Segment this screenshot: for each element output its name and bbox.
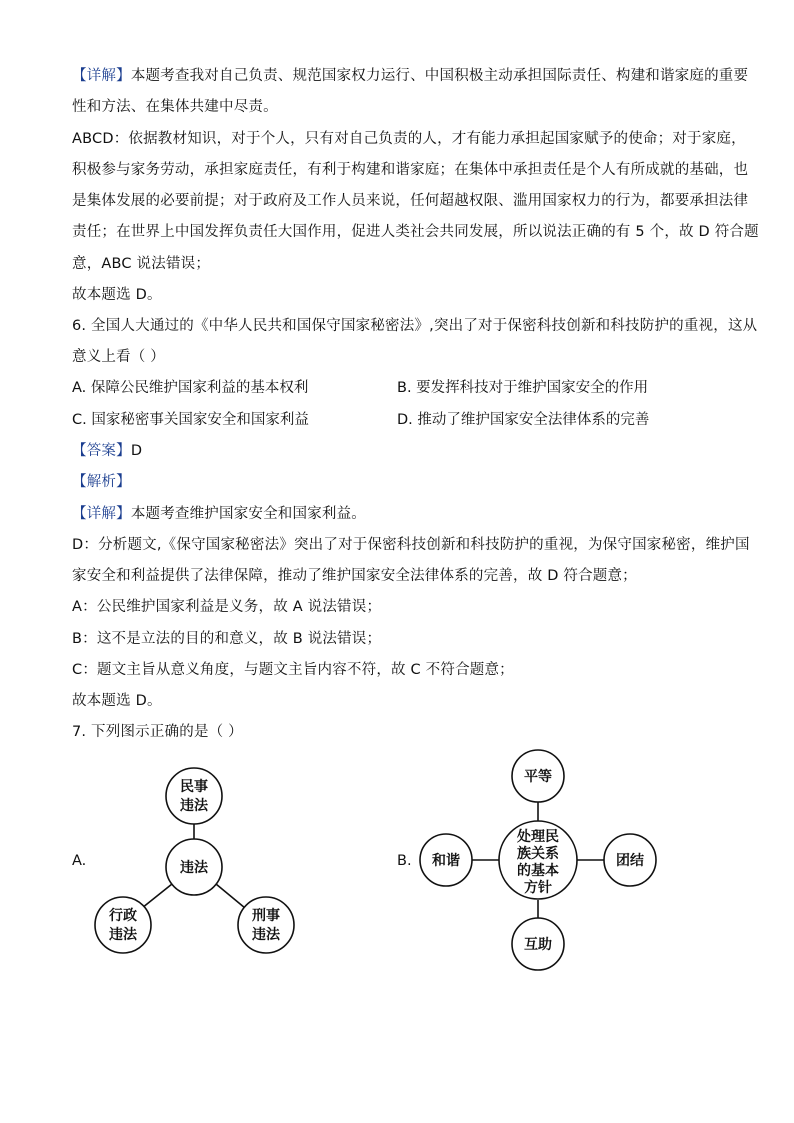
abcd-line-3: 是集体发展的必要前提；对于政府及工作人员来说，任何超越权限、滥用国家权力的行为，都要承担法律 — [72, 193, 749, 209]
q6-option-b: B. 要发挥科技对于维护国家安全的作用 — [397, 380, 649, 396]
diagram-a-left-l1: 行政 — [109, 908, 137, 924]
diagram-a-top-l2: 违法 — [180, 798, 208, 814]
diagram-b-center-l2: 族关系 — [517, 846, 559, 862]
analysis-tag: 【解析】 — [72, 474, 131, 490]
detail-tag-q6: 【详解】 — [72, 506, 131, 522]
diagram-a-right-l2: 违法 — [252, 927, 280, 943]
diagram-a-node-top — [166, 768, 222, 824]
q6-conclusion: 故本题选 D。 — [72, 693, 162, 709]
diagram-a-left-l2: 违法 — [109, 927, 137, 943]
diagram-b-center-l3: 的基本 — [517, 863, 559, 879]
abcd-line-1: ABCD：依据教材知识，对于个人，只有对自己负责的人，才有能力承担起国家赋予的使命；对于家庭， — [72, 131, 746, 147]
abcd-line-5: 意，ABC 说法错误； — [72, 256, 211, 272]
answer-value: D — [130, 443, 143, 459]
diagram-a-node-right — [238, 897, 294, 953]
diagram-b-left-text: 和谐 — [432, 853, 460, 869]
diagram-a-edge-left — [142, 884, 172, 908]
diagram-a — [95, 768, 294, 953]
diagram-a-node-left — [95, 897, 151, 953]
q6-c-explain: C：题文主旨从意义角度，与题文主旨内容不符，故 C 不符合题意； — [72, 662, 514, 678]
detail-text-q6: 本题考查维护国家安全和国家利益。 — [130, 506, 367, 522]
detail-tag: 【详解】 — [72, 68, 131, 84]
q7-stem: 7. 下列图示正确的是（ ） — [72, 724, 243, 740]
diagram-a-top-l1: 民事 — [180, 779, 208, 795]
q6-stem-line-2: 意义上看（ ） — [72, 349, 166, 365]
diagram-a-edge-right — [216, 884, 245, 908]
diagram-b-label: B. — [397, 853, 412, 869]
diagram-a-label: A. — [72, 853, 87, 869]
q6-option-c: C. 国家秘密事关国家安全和国家利益 — [72, 412, 309, 428]
detail-text: 本题考查我对自己负责、规范国家权力运行、中国积极主动承担国际责任、构建和谐家庭的重要 — [130, 68, 749, 84]
q6-option-d: D. 推动了维护国家安全法律体系的完善 — [397, 412, 650, 428]
diagram-b-bottom-text: 互助 — [524, 937, 552, 953]
q6-option-a: A. 保障公民维护国家利益的基本权利 — [72, 380, 309, 396]
diagram-b-top-text: 平等 — [524, 769, 552, 785]
diagram-b — [420, 750, 656, 970]
diagram-b-center-l4: 方针 — [524, 880, 552, 896]
q6-stem-line-1: 6. 全国人大通过的《中华人民共和国保守国家秘密法》,突出了对于保密科技创新和科技防护的重视，这从 — [72, 318, 758, 334]
q6-d-line-1: D：分析题文,《保守国家秘密法》突出了对于保密科技创新和科技防护的重视，为保守国家秘密，维护国 — [72, 537, 750, 553]
abcd-line-4: 责任；在世界上中国发挥负责任大国作用，促进人类社会共同发展，所以说法正确的有 5 个，故 D 符合题 — [72, 224, 759, 240]
detail-paragraph-line-2: 性和方法、在集体共建中尽责。 — [72, 99, 278, 115]
abcd-line-2: 积极参与家务劳动，承担家庭责任，有利于构建和谐家庭；在集体中承担责任是个人有所成就的基础，也 — [72, 162, 749, 178]
diagram-a-center-text: 违法 — [180, 860, 208, 876]
diagram-a-right-l1: 刑事 — [252, 908, 280, 924]
diagram-b-center-l1: 处理民 — [517, 829, 559, 845]
q6-b-explain: B：这不是立法的目的和意义，故 B 说法错误； — [72, 631, 382, 647]
q6-a-explain: A：公民维护国家利益是义务，故 A 说法错误； — [72, 599, 382, 615]
q6-d-line-2: 家安全和利益提供了法律保障，推动了维护国家安全法律体系的完善，故 D 符合题意； — [72, 568, 637, 584]
answer-tag: 【答案】 — [72, 443, 131, 459]
abcd-conclusion: 故本题选 D。 — [72, 287, 162, 303]
diagram-b-right-text: 团结 — [616, 853, 644, 869]
